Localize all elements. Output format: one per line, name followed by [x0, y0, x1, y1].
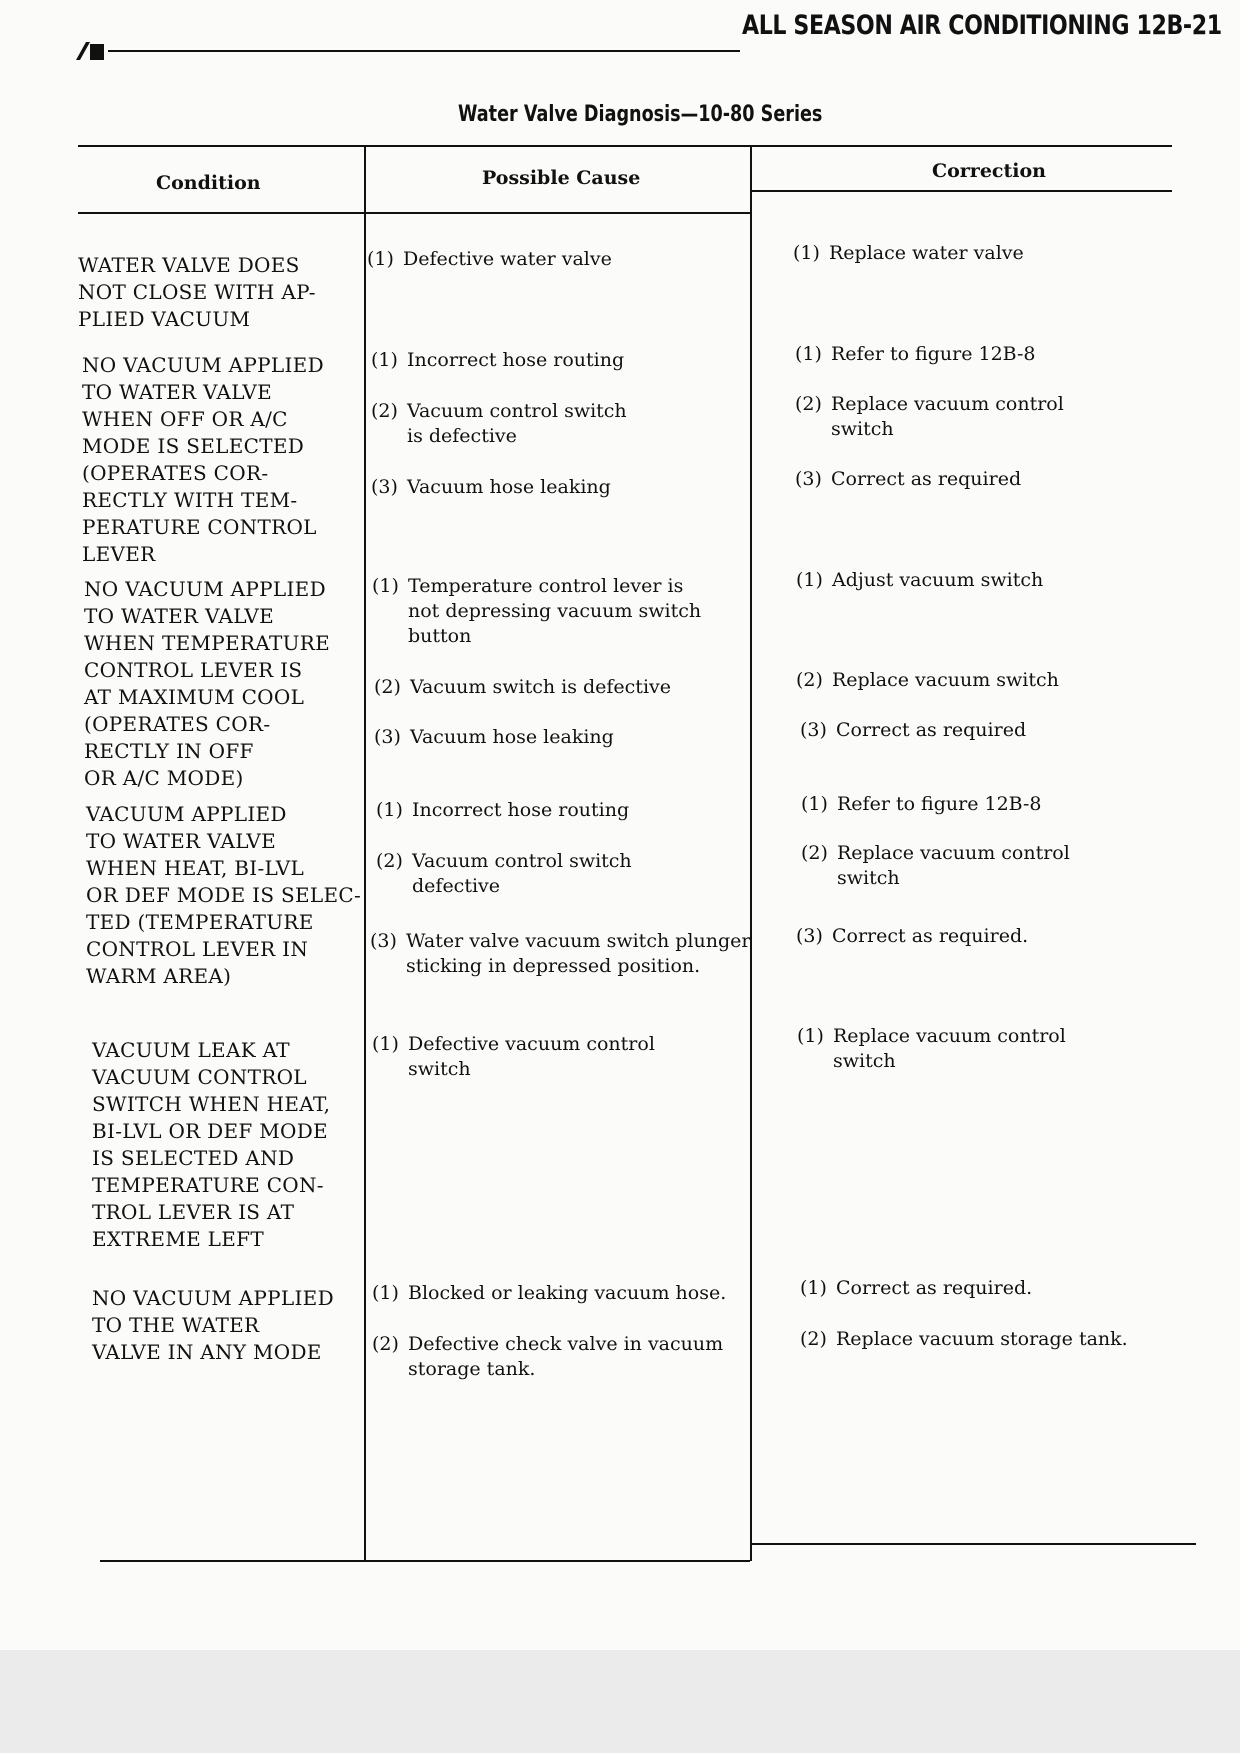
cause-item: (3) Vacuum hose leaking — [371, 476, 611, 498]
condition-cell: NO VACUUM APPLIED TO WATER VALVE WHEN TEMPERATURE CONTROL LEVER IS AT MAXIMUM COOL (OPERATES COR- RECTLY IN OFF OR A/C MODE) — [84, 577, 330, 790]
cause-item: (2) Vacuum control switch is defective — [371, 400, 627, 447]
table-header-rule-right — [752, 190, 1172, 192]
correction-item: (1) Replace water valve — [793, 242, 1024, 264]
table-title: Water Valve Diagnosis—10-80 Series — [458, 102, 823, 127]
correction-item: (3) Correct as required. — [796, 925, 1029, 947]
correction-item: (1) Refer to figure 12B-8 — [801, 793, 1042, 815]
cause-item: (3) Water valve vacuum switch plunger sticking in depressed position. — [370, 930, 751, 977]
cause-item: (1) Incorrect hose routing — [371, 349, 625, 371]
cause-item: (1) Defective water valve — [367, 248, 612, 270]
column-divider-2 — [750, 147, 752, 1561]
condition-column-header: Condition — [156, 172, 261, 194]
condition-cell: VACUUM LEAK AT VACUUM CONTROL SWITCH WHEN HEAT, BI-LVL OR DEF MODE IS SELECTED AND TEMPERATURE CON- TROL LEVER IS AT EXTREME LEFT — [92, 1038, 331, 1251]
cause-item: (1) Incorrect hose routing — [376, 799, 630, 821]
correction-item: (1) Replace vacuum control switch — [797, 1025, 1066, 1072]
correction-item: (3) Correct as required — [800, 719, 1027, 741]
cause-item: (1) Defective vacuum control switch — [372, 1033, 655, 1080]
correction-column-header: Correction — [932, 160, 1046, 182]
section-mark-icon — [76, 42, 104, 60]
correction-item: (1) Correct as required. — [800, 1277, 1033, 1299]
table-top-rule — [78, 145, 1172, 147]
cause-item: (1) Temperature control lever is not depressing vacuum switch button — [372, 575, 702, 647]
correction-item: (2) Replace vacuum storage tank. — [800, 1328, 1128, 1350]
condition-cell: WATER VALVE DOES NOT CLOSE WITH AP- PLIED VACUUM — [78, 253, 316, 331]
correction-item: (1) Refer to figure 12B-8 — [795, 343, 1036, 365]
correction-item: (2) Replace vacuum switch — [796, 669, 1059, 691]
cause-item: (1) Blocked or leaking vacuum hose. — [372, 1282, 727, 1304]
table-bottom-rule — [100, 1560, 750, 1562]
cause-item: (2) Vacuum switch is defective — [374, 676, 671, 698]
cause-item: (3) Vacuum hose leaking — [374, 726, 614, 748]
correction-item: (1) Adjust vacuum switch — [796, 569, 1044, 591]
correction-item: (2) Replace vacuum control switch — [795, 393, 1064, 440]
condition-cell: VACUUM APPLIED TO WATER VALVE WHEN HEAT, BI-LVL OR DEF MODE IS SELEC- TED (TEMPERATURE CONTROL LEVER IN WARM AREA) — [86, 802, 362, 988]
column-divider-1 — [364, 147, 366, 1561]
condition-cell: NO VACUUM APPLIED TO THE WATER VALVE IN ANY MODE — [92, 1286, 334, 1364]
correction-item: (2) Replace vacuum control switch — [801, 842, 1070, 889]
header-rule — [108, 50, 740, 52]
scan-margin — [0, 1650, 1240, 1753]
correction-item: (3) Correct as required — [795, 468, 1022, 490]
cause-item: (2) Defective check valve in vacuum storage tank. — [372, 1333, 724, 1380]
table-header-rule — [78, 212, 750, 214]
table-bottom-rule-right — [752, 1543, 1196, 1545]
cause-column-header: Possible Cause — [482, 167, 641, 189]
page-header-title: ALL SEASON AIR CONDITIONING 12B-21 — [742, 10, 1222, 41]
condition-cell: NO VACUUM APPLIED TO WATER VALVE WHEN OFF OR A/C MODE IS SELECTED (OPERATES COR- RECTLY WITH TEM- PERATURE CONTROL LEVER — [82, 353, 324, 566]
cause-item: (2) Vacuum control switch defective — [376, 850, 632, 897]
